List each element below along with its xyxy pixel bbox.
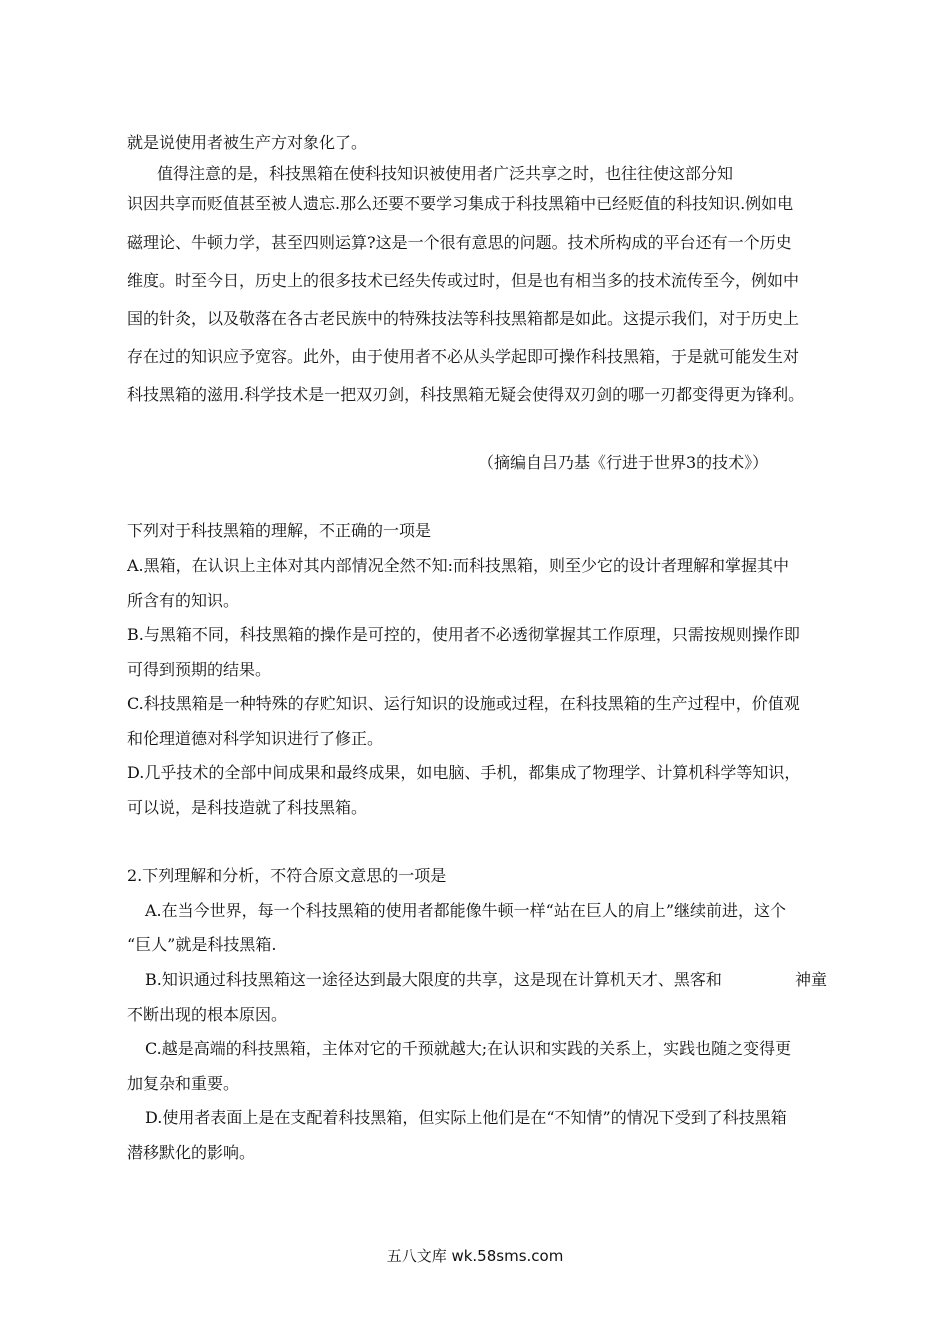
option-line: 神童 (795, 970, 828, 989)
option-line: 和伦理道德对科学知识进行了修正。 (127, 729, 384, 748)
footer-watermark: 五八文库 wk.58sms.com (386, 1247, 564, 1265)
option-line: 所含有的知识。 (127, 591, 240, 610)
option-line: D.使用者表面上是在支配着科技黑箱，但实际上他们是在“不知情”的情况下受到了科技黑箱 (145, 1108, 787, 1127)
option-line: C.科技黑箱是一种特殊的存贮知识、运行知识的设施或过程，在科技黑箱的生产过程中，价值观 (127, 694, 800, 713)
passage-line: 值得注意的是，科技黑箱在使科技知识被使用者广泛共享之时，也往往使这部分知 (157, 164, 734, 183)
question-stem: 2.下列理解和分析，不符合原文意思的一项是 (127, 866, 447, 885)
option-line: C.越是高端的科技黑箱，主体对它的千预就越大;在认识和实践的关系上，实践也随之变得更 (145, 1039, 792, 1058)
source-citation: （摘编自吕乃基《行进于世界3的技术》） (478, 453, 769, 472)
option-line: A.在当今世界，每一个科技黑箱的使用者都能像牛顿一样“站在巨人的肩上”继续前进，这个 (145, 901, 787, 920)
passage-line: 维度。时至今日，历史上的很多技术已经失传或过时，但是也有相当多的技术流传至今，例如中 (127, 271, 800, 290)
passage-line: 存在过的知识应予宽容。此外，由于使用者不必从头学起即可操作科技黑箱，于是就可能发生对 (127, 347, 800, 366)
passage-line: 磁理论、牛顿力学，甚至四则运算?这是一个很有意思的问题。技术所构成的平台还有一个历史 (127, 233, 792, 252)
option-line: B.知识通过科技黑箱这一途径达到最大限度的共享，这是现在计算机天才、黑客和 (145, 970, 722, 989)
option-line: 加复杂和重要。 (127, 1074, 240, 1093)
option-line: 可得到预期的结果。 (127, 660, 272, 679)
question-stem: 下列对于科技黑箱的理解，不正确的一项是 (127, 521, 432, 540)
option-line: 可以说，是科技造就了科技黑箱。 (127, 798, 368, 817)
passage-line: 就是说使用者被生产方对象化了。 (127, 133, 368, 152)
option-line: 不断出现的根本原因。 (127, 1005, 288, 1024)
option-line: D.几乎技术的全部中间成果和最终成果，如电脑、手机，都集成了物理学、计算机科学等知识， (127, 763, 801, 782)
option-line: A.黑箱，在认识上主体对其内部情况全然不知:而科技黑箱，则至少它的设计者理解和掌握其中 (127, 556, 790, 575)
passage-line: 识因共享而贬值甚至被人遗忘.那么还要不要学习集成于科技黑箱中已经贬值的科技知识.例如电 (127, 194, 794, 213)
passage-line: 科技黑箱的滋用.科学技术是一把双刃剑，科技黑箱无疑会使得双刃剑的哪一刃都变得更为锋利。 (127, 385, 805, 404)
option-line: “巨人”就是科技黑箱. (127, 935, 277, 954)
passage-line: 国的针灸，以及敬落在各古老民族中的特殊技法等科技黑箱都是如此。这提示我们，对于历史上 (127, 309, 800, 328)
option-line: 潜移默化的影响。 (127, 1143, 256, 1162)
option-line: B.与黑箱不同，科技黑箱的操作是可控的，使用者不必透彻掌握其工作原理，只需按规则操作即 (127, 625, 800, 644)
